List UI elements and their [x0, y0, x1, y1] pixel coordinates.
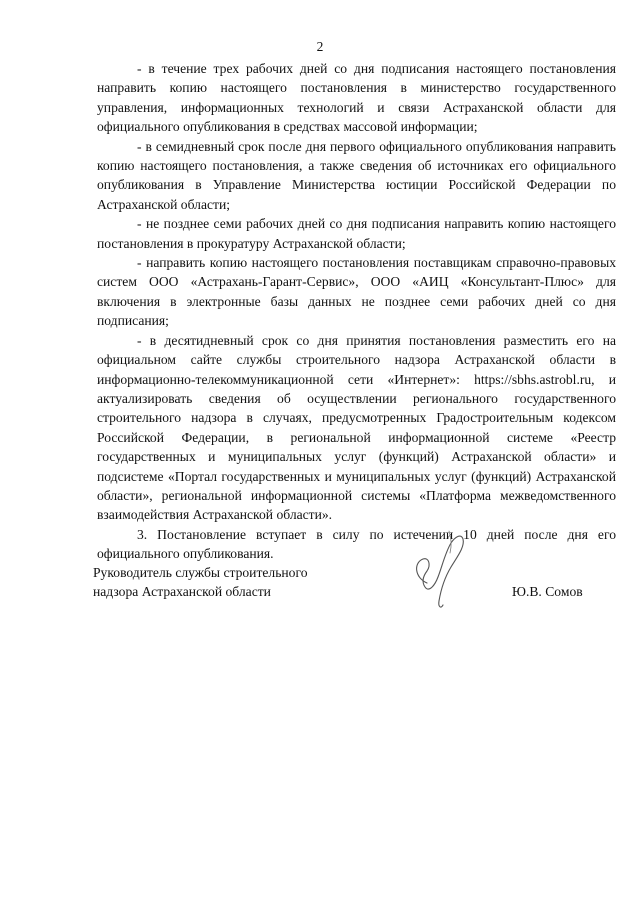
signatory-title-line2: надзора Астраханской области [93, 584, 271, 600]
paragraph-publication-media: - в течение трех рабочих дней со дня подписания настоящего постановления направить копию настоящего постановления в министерство государственного управления, информационных технологий и связи Астраханской области для официального опубликования в средствах массовой информации; [97, 61, 616, 135]
paragraph-justice-ministry: - в семидневный срок после дня первого официального опубликования направить копию настоящего постановления, а также сведения об источниках его официального опубликования в Управление Министерства юстиции Российской Федерации по Астраханской области; [97, 138, 616, 212]
signatory-name: Ю.В. Сомов [512, 584, 583, 600]
handwritten-signature-icon [405, 523, 475, 613]
page-number: 2 [316, 39, 324, 54]
document-body [97, 59, 616, 564]
signatory-title [93, 563, 308, 602]
signatory-title-line1: Руководитель службы строительного [93, 565, 308, 580]
paragraph-effective-date: 3. Постановление вступает в силу по истечении 10 дней после дня его официального опубликования. [97, 526, 616, 562]
signature-block [93, 563, 623, 623]
paragraph-legal-systems: - направить копию настоящего постановления поставщикам справочно-правовых систем ООО «Астрахань-Гарант-Сервис», ООО «АИЦ «Консультант-Плюс» для включения в электронные базы данных не позднее семи рабочих дней со дня подписания; [97, 255, 616, 329]
paragraph-prosecutor: - не позднее семи рабочих дней со дня подписания направить копию настоящего постановления в прокуратуру Астраханской области; [97, 216, 616, 251]
paragraph-website-publication: - в десятидневный срок со дня принятия постановления разместить его на официальном сайте службы строительного надзора Астраханской области в информационно-телекоммуникационной сети «Интернет»: https://sbhs.astrobl.ru, и актуализировать сведения об осуществлении регионального государственного строительного надзора в случаях, предусмотренных Градостроительным кодексом Российской Федерации, в региональной информационной системе «Реестр государственных и муниципальных услуг (функций) Астраханской области» и подсистеме «Портал государственных и муниципальных услуг (функций) Астраханской области», региональной информационной системы «Платформа межведомственного взаимодействия Астраханской области». [97, 332, 616, 523]
